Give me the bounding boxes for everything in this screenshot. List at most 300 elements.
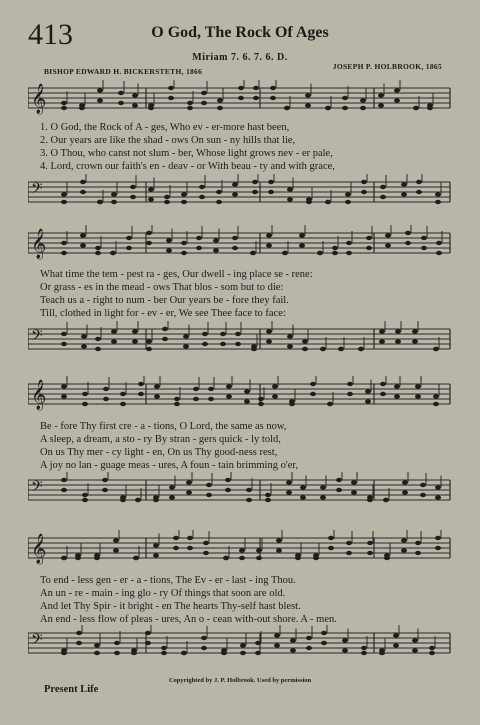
note-head — [346, 251, 352, 255]
note-head — [82, 402, 88, 406]
note-head — [97, 88, 103, 92]
note-head — [270, 86, 276, 90]
note-head — [169, 495, 175, 499]
note-head — [385, 243, 391, 247]
lyric-line: What time the tem - pest ra - ges, Our dwell - ing place se - rene: — [40, 269, 313, 280]
note-head — [181, 192, 187, 196]
note-head — [61, 478, 67, 482]
note-head — [290, 638, 296, 642]
note-head — [287, 187, 293, 191]
note-head — [268, 190, 274, 194]
note-head — [111, 329, 117, 333]
note-head — [187, 101, 193, 105]
note-head — [161, 646, 167, 650]
note-head — [174, 397, 180, 401]
bass-staff-2 — [28, 321, 458, 361]
lyric-line: Till, clothed in light for - ev - er, We see Thee face to face: — [40, 308, 286, 319]
note-head — [154, 394, 160, 398]
note-head — [135, 498, 141, 502]
note-head — [367, 498, 373, 502]
note-head — [111, 192, 117, 196]
note-head — [415, 384, 421, 388]
note-head — [435, 536, 441, 540]
note-head — [305, 103, 311, 107]
note-head — [133, 556, 139, 560]
note-head — [146, 347, 152, 351]
note-head — [287, 344, 293, 348]
note-head — [201, 91, 207, 95]
note-head — [61, 556, 67, 560]
note-head — [328, 536, 334, 540]
note-head — [327, 402, 333, 406]
note-head — [413, 106, 419, 110]
note-head — [196, 246, 202, 250]
note-head — [358, 347, 364, 351]
note-head — [306, 646, 312, 650]
note-head — [325, 106, 331, 110]
note-head — [173, 546, 179, 550]
note-head — [384, 556, 390, 560]
note-head — [346, 541, 352, 545]
note-head — [187, 106, 193, 110]
note-head — [336, 478, 342, 482]
note-head — [250, 251, 256, 255]
note-head — [193, 397, 199, 401]
note-head — [266, 233, 272, 237]
note-head — [345, 192, 351, 196]
note-head — [187, 536, 193, 540]
note-head — [420, 483, 426, 487]
note-head — [401, 192, 407, 196]
note-head — [379, 339, 385, 343]
note-head — [402, 490, 408, 494]
note-head — [378, 93, 384, 97]
note-head — [95, 251, 101, 255]
note-head — [76, 631, 82, 635]
note-head — [347, 392, 353, 396]
note-head — [146, 339, 152, 343]
note-head — [61, 251, 67, 255]
note-head — [380, 382, 386, 386]
note-head — [216, 200, 222, 204]
note-head — [201, 636, 207, 640]
note-head — [258, 402, 264, 406]
treble-clef-icon: 𝄞 — [31, 534, 47, 564]
note-head — [351, 490, 357, 494]
note-head — [132, 103, 138, 107]
note-head — [226, 394, 232, 398]
note-head — [385, 233, 391, 237]
note-head — [118, 91, 124, 95]
note-head — [235, 342, 241, 346]
note-head — [206, 493, 212, 497]
note-head — [270, 96, 276, 100]
note-head — [300, 495, 306, 499]
lyric-line: To end - less gen - er - a - tions, The Ev - er - last - ing Thou. — [40, 575, 296, 586]
note-head — [320, 495, 326, 499]
note-head — [433, 394, 439, 398]
note-head — [120, 392, 126, 396]
hymn-author: BISHOP EDWARD H. BICKERSTETH, 1866 — [44, 67, 203, 76]
note-head — [401, 182, 407, 186]
note-head — [380, 195, 386, 199]
lyric-line: On us Thy mer - cy light - en, On us Thy good-ness rest, — [40, 447, 278, 458]
note-head — [138, 382, 144, 386]
note-head — [360, 98, 366, 102]
note-head — [217, 106, 223, 110]
note-head — [394, 98, 400, 102]
note-head — [61, 651, 67, 655]
note-head — [154, 384, 160, 388]
note-head — [266, 329, 272, 333]
note-head — [203, 551, 209, 555]
note-head — [193, 387, 199, 391]
note-head — [435, 546, 441, 550]
note-head — [255, 641, 261, 645]
note-head — [226, 384, 232, 388]
note-head — [239, 548, 245, 552]
note-head — [286, 480, 292, 484]
note-head — [246, 498, 252, 502]
note-head — [235, 332, 241, 336]
note-head — [202, 342, 208, 346]
treble-clef-icon: 𝄞 — [31, 380, 47, 410]
lyric-line: 1. O God, the Rock of A - ges, Who ev - er-more hast been, — [40, 122, 290, 133]
note-head — [126, 236, 132, 240]
note-head — [146, 231, 152, 235]
note-head — [276, 548, 282, 552]
note-head — [395, 339, 401, 343]
note-head — [302, 339, 308, 343]
note-head — [276, 538, 282, 542]
note-head — [216, 190, 222, 194]
note-head — [246, 488, 252, 492]
note-head — [305, 93, 311, 97]
note-head — [61, 332, 67, 336]
lyric-line: Or grass - es in the mead - ows That blos - som but to die: — [40, 282, 284, 293]
copyright-notice: Copyrighted by J. P. Holbrook. Used by permission — [168, 677, 312, 684]
note-head — [416, 190, 422, 194]
note-head — [274, 643, 280, 647]
note-head — [225, 488, 231, 492]
lyric-line: An un - re - main - ing glo - ry Of things that soon are old. — [40, 588, 286, 599]
note-head — [415, 394, 421, 398]
note-head — [328, 546, 334, 550]
note-head — [213, 238, 219, 242]
note-head — [287, 334, 293, 338]
note-head — [394, 394, 400, 398]
note-head — [187, 546, 193, 550]
note-head — [321, 631, 327, 635]
note-head — [186, 480, 192, 484]
lyric-line: 4. Lord, crown our faith's en - deav - or With beau - ty and with grace, — [40, 161, 335, 172]
note-head — [145, 631, 151, 635]
note-head — [239, 556, 245, 560]
note-head — [306, 636, 312, 640]
note-head — [299, 243, 305, 247]
note-head — [94, 651, 100, 655]
hymn-number: 413 — [28, 18, 73, 51]
note-head — [61, 488, 67, 492]
note-head — [81, 334, 87, 338]
note-head — [284, 106, 290, 110]
note-head — [221, 651, 227, 655]
treble-staff-3 — [28, 376, 458, 416]
note-head — [416, 180, 422, 184]
lyric-line: Teach us a - right to num - ber Our years be - fore they fail. — [40, 295, 289, 306]
note-head — [145, 641, 151, 645]
note-head — [232, 192, 238, 196]
note-head — [265, 498, 271, 502]
note-head — [435, 495, 441, 499]
note-head — [80, 233, 86, 237]
note-head — [114, 641, 120, 645]
note-head — [256, 556, 262, 560]
note-head — [208, 387, 214, 391]
note-head — [232, 236, 238, 240]
note-head — [168, 96, 174, 100]
note-head — [111, 200, 117, 204]
note-head — [173, 536, 179, 540]
note-head — [380, 185, 386, 189]
note-head — [427, 106, 433, 110]
note-head — [412, 339, 418, 343]
note-head — [113, 538, 119, 542]
note-head — [365, 389, 371, 393]
note-head — [394, 88, 400, 92]
note-head — [361, 190, 367, 194]
note-head — [238, 86, 244, 90]
note-head — [80, 190, 86, 194]
note-head — [378, 103, 384, 107]
note-head — [332, 246, 338, 250]
note-head — [202, 332, 208, 336]
bass-staff-1 — [28, 174, 458, 214]
note-head — [148, 187, 154, 191]
note-head — [266, 339, 272, 343]
note-head — [82, 493, 88, 497]
note-head — [361, 651, 367, 655]
note-head — [253, 96, 259, 100]
note-head — [61, 342, 67, 346]
note-head — [317, 251, 323, 255]
note-head — [148, 197, 154, 201]
note-head — [181, 200, 187, 204]
note-head — [415, 541, 421, 545]
note-head — [361, 646, 367, 650]
note-head — [433, 402, 439, 406]
note-head — [289, 402, 295, 406]
note-head — [61, 106, 67, 110]
treble-staff-4 — [28, 530, 458, 570]
note-head — [196, 236, 202, 240]
note-head — [310, 392, 316, 396]
note-head — [429, 651, 435, 655]
note-head — [366, 236, 372, 240]
note-head — [401, 538, 407, 542]
note-head — [95, 246, 101, 250]
note-head — [161, 651, 167, 655]
note-head — [75, 556, 81, 560]
note-head — [286, 490, 292, 494]
note-head — [351, 480, 357, 484]
lyric-line: An end - less flow of pleas - ures, An o - cean with-out shore. A - men. — [40, 614, 337, 625]
hymn-composer: JOSEPH P. HOLBROOK, 1865 — [332, 62, 442, 71]
note-head — [103, 397, 109, 401]
note-head — [61, 384, 67, 388]
note-head — [395, 329, 401, 333]
note-head — [168, 86, 174, 90]
note-head — [393, 643, 399, 647]
note-head — [186, 490, 192, 494]
note-head — [345, 200, 351, 204]
note-head — [174, 402, 180, 406]
note-head — [164, 200, 170, 204]
treble-clef-icon: 𝄞 — [31, 84, 47, 114]
note-head — [130, 185, 136, 189]
note-head — [402, 480, 408, 484]
note-head — [238, 96, 244, 100]
verse-lyrics-3 — [40, 420, 452, 472]
note-head — [401, 548, 407, 552]
note-head — [300, 485, 306, 489]
note-head — [97, 98, 103, 102]
note-head — [302, 347, 308, 351]
note-head — [97, 200, 103, 204]
note-head — [347, 382, 353, 386]
note-head — [272, 384, 278, 388]
note-head — [95, 337, 101, 341]
note-head — [435, 192, 441, 196]
note-head — [223, 556, 229, 560]
note-head — [80, 243, 86, 247]
note-head — [436, 251, 442, 255]
note-head — [290, 648, 296, 652]
note-head — [217, 98, 223, 102]
bass-clef-icon: 𝄢 — [31, 180, 43, 201]
note-head — [342, 638, 348, 642]
treble-staff-2 — [28, 225, 458, 265]
note-head — [118, 101, 124, 105]
note-head — [183, 334, 189, 338]
note-head — [162, 337, 168, 341]
note-head — [81, 344, 87, 348]
note-head — [166, 238, 172, 242]
note-head — [244, 389, 250, 393]
note-head — [272, 394, 278, 398]
note-head — [346, 551, 352, 555]
note-head — [153, 498, 159, 502]
note-head — [321, 641, 327, 645]
note-head — [405, 241, 411, 245]
verse-lyrics-4 — [40, 574, 452, 626]
note-head — [274, 633, 280, 637]
note-head — [306, 200, 312, 204]
note-head — [80, 180, 86, 184]
note-head — [342, 106, 348, 110]
note-head — [360, 106, 366, 110]
note-head — [82, 498, 88, 502]
bass-clef-icon: 𝄢 — [31, 478, 43, 499]
note-head — [199, 195, 205, 199]
note-head — [421, 236, 427, 240]
note-head — [435, 485, 441, 489]
note-head — [244, 399, 250, 403]
note-head — [255, 651, 261, 655]
note-head — [365, 399, 371, 403]
hymn-title: O God, The Rock Of Ages — [151, 24, 329, 41]
note-head — [421, 246, 427, 250]
note-head — [114, 651, 120, 655]
note-head — [61, 101, 67, 105]
note-head — [79, 106, 85, 110]
note-head — [111, 339, 117, 343]
note-head — [120, 402, 126, 406]
note-head — [181, 251, 187, 255]
note-head — [253, 86, 259, 90]
note-head — [299, 233, 305, 237]
bass-clef-icon: 𝄢 — [31, 631, 43, 652]
note-head — [201, 646, 207, 650]
note-head — [103, 387, 109, 391]
note-head — [268, 180, 274, 184]
note-head — [252, 180, 258, 184]
note-head — [94, 643, 100, 647]
note-head — [282, 251, 288, 255]
note-head — [166, 248, 172, 252]
note-head — [110, 251, 116, 255]
verse-lyrics-2 — [40, 268, 452, 320]
note-head — [181, 651, 187, 655]
note-head — [61, 192, 67, 196]
note-head — [320, 347, 326, 351]
note-head — [346, 241, 352, 245]
note-head — [320, 485, 326, 489]
treble-clef-icon: 𝄞 — [31, 229, 47, 259]
note-head — [232, 246, 238, 250]
note-head — [169, 485, 175, 489]
note-head — [82, 392, 88, 396]
note-head — [220, 332, 226, 336]
lyric-line: A sleep, a dream, a sto - ry By stran - gers quick - ly told, — [40, 434, 281, 445]
note-head — [405, 231, 411, 235]
note-head — [213, 248, 219, 252]
note-head — [433, 347, 439, 351]
note-head — [132, 93, 138, 97]
note-head — [61, 200, 67, 204]
note-head — [379, 651, 385, 655]
note-head — [153, 543, 159, 547]
note-head — [412, 648, 418, 652]
note-head — [208, 397, 214, 401]
note-head — [429, 646, 435, 650]
note-head — [412, 638, 418, 642]
note-head — [258, 397, 264, 401]
note-head — [412, 329, 418, 333]
note-head — [148, 106, 154, 110]
lyric-line: A joy no lan - guage meas - ures, A foun - tain brimming o'er, — [40, 460, 299, 471]
note-head — [393, 633, 399, 637]
note-head — [394, 384, 400, 388]
note-head — [436, 241, 442, 245]
lyric-line: 2. Our years are like the shad - ows On sun - ny hills that lie, — [40, 135, 296, 146]
lyric-line: And let Thy Spir - it bright - en The hearts Thy-self hast blest. — [40, 601, 301, 612]
note-head — [313, 556, 319, 560]
note-head — [435, 200, 441, 204]
note-head — [113, 548, 119, 552]
note-head — [126, 246, 132, 250]
note-head — [76, 641, 82, 645]
